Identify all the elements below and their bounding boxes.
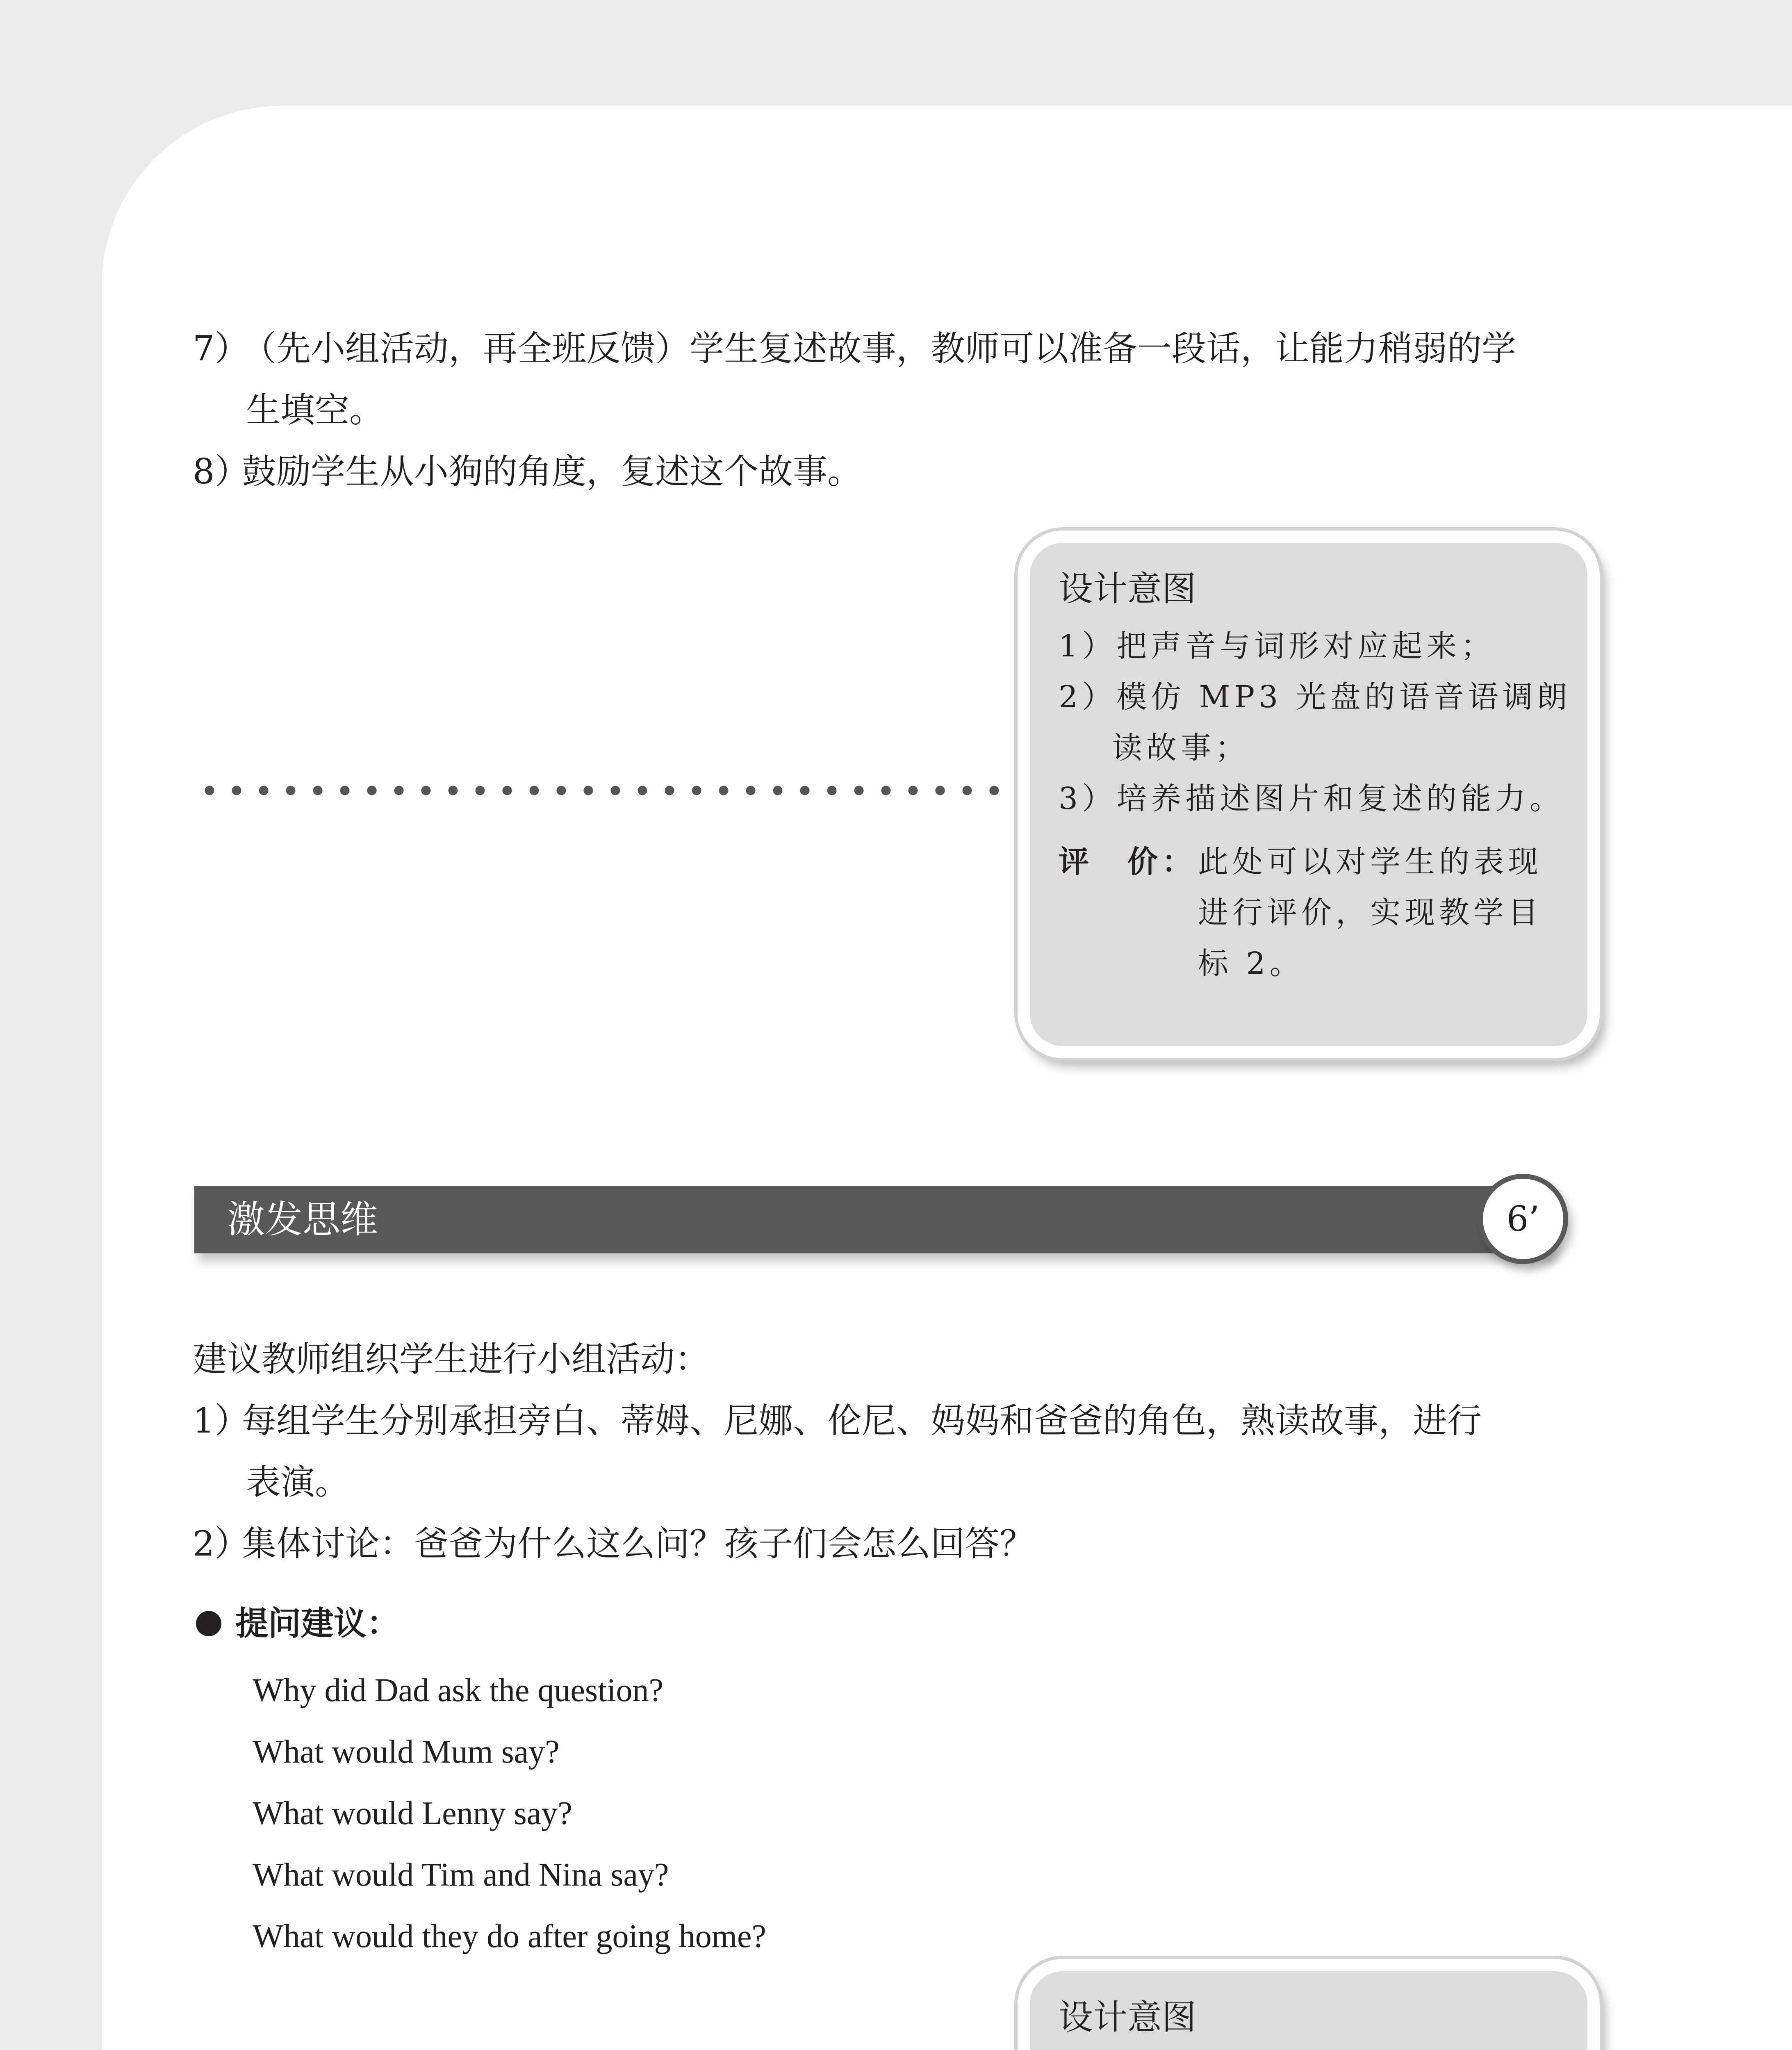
activity-2 [193,1513,1603,1574]
dotted-leader-1 [196,786,1016,795]
activity-1-number: 1） [193,1401,249,1441]
step-7-text: （先小组活动，再全班反馈）学生复述故事，教师可以准备一段话，让能力稍弱的学 [242,328,1516,369]
step-8-text: 鼓励学生从小狗的角度，复述这个故事。 [242,451,862,492]
activity-2-text: 集体讨论：爸爸为什么这么问？孩子们会怎么回答？ [242,1524,1034,1564]
step-7 [193,318,1603,379]
design-intent-item-2: 2）模仿 MP3 光盘的语音语调朗 [1059,679,1571,715]
question-list [253,1660,766,1967]
design-intent-box-2 [1018,1959,1600,2050]
design-intent-box-1 [1018,531,1600,1058]
question-item: What would Lenny say? [253,1795,572,1831]
activity-intro: 建议教师组织学生进行小组活动： [193,1339,710,1379]
evaluation-label: 评 价： [1059,844,1196,879]
question-item: Why did Dad ask the question? [253,1672,663,1708]
evaluation-text: 此处可以对学生的表现进行评价，实现教学目标 2。 [1198,844,1542,981]
design-intent-title: 设计意图 [1059,1997,1197,2037]
question-item: What would Mum say? [253,1734,560,1770]
step-7-continuation: 生填空。 [246,390,384,430]
bullet-dot-icon [196,1611,221,1636]
question-item: What would they do after going home? [253,1918,766,1954]
activity-1-continuation: 表演。 [246,1462,350,1502]
design-intent-item-1: 1）把声音与词形对应起来； [1059,629,1496,664]
section-title: 激发思维 [227,1198,378,1241]
question-item: What would Tim and Nina say? [253,1857,669,1893]
evaluation [1059,836,1563,989]
section-time-badge: 6’ [1478,1174,1568,1264]
section-header-bar [194,1186,1551,1253]
step-8 [193,441,1603,502]
activity-1-text: 每组学生分别承担旁白、蒂姆、尼娜、伦尼、妈妈和爸爸的角色，熟读故事，进行 [242,1401,1482,1441]
design-intent-item-2-continuation: 读故事； [1112,730,1250,765]
activity-2-number: 2） [193,1524,249,1564]
activity-1 [193,1390,1603,1451]
suggestions-heading-text: 提问建议： [235,1604,399,1642]
suggestions-heading [196,1595,399,1652]
step-8-number: 8） [193,451,249,492]
design-intent-item-3: 3）培养描述图片和复述的能力。 [1059,781,1564,816]
step-7-number: 7） [193,328,249,369]
design-intent-title: 设计意图 [1059,569,1197,609]
